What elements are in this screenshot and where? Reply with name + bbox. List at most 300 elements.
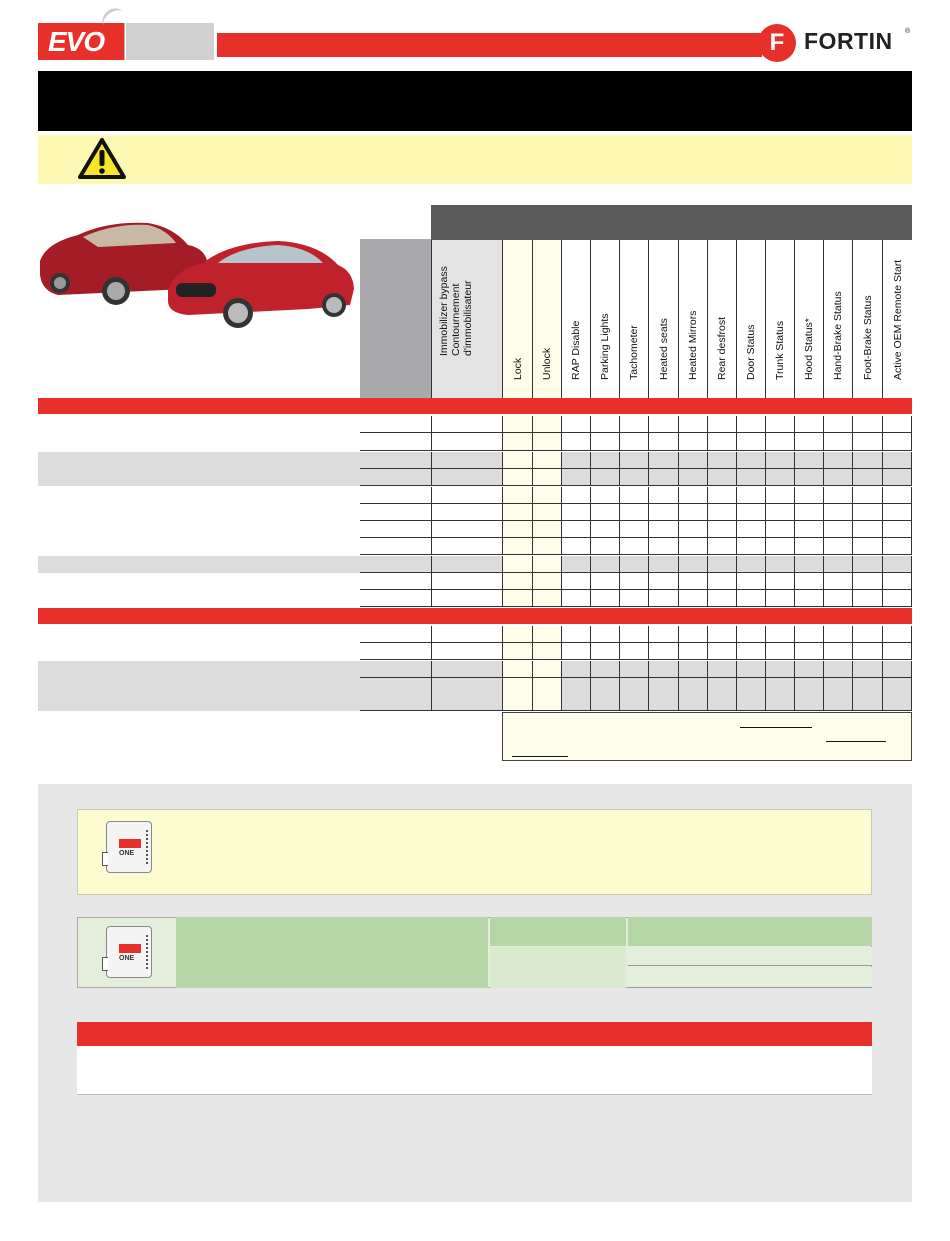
feature-cell	[678, 538, 707, 555]
feature-cell	[532, 573, 561, 590]
module-sublabel: ONE	[119, 850, 135, 857]
registered-mark: ®	[905, 28, 911, 35]
feature-cell	[765, 469, 794, 486]
vehicle-model-cell	[38, 469, 360, 486]
feature-cell	[736, 469, 765, 486]
feature-cell	[852, 643, 882, 660]
evo-one-module-icon-2	[106, 926, 152, 978]
feature-cell	[590, 556, 619, 573]
feature-cell	[561, 590, 590, 607]
vehicle-row	[38, 416, 912, 433]
feature-cell	[794, 538, 823, 555]
feature-cell	[502, 626, 532, 643]
vehicle-image-area	[38, 205, 431, 398]
header-grey-block	[125, 23, 214, 60]
feature-cell	[882, 694, 912, 711]
feature-cell	[882, 556, 912, 573]
feature-cell	[823, 694, 852, 711]
feature-cell	[707, 538, 736, 555]
feature-cell	[431, 487, 502, 504]
feature-cell	[648, 694, 678, 711]
column-header-label: Tachometer	[628, 325, 640, 380]
feature-cell	[852, 452, 882, 469]
note-underline-3	[512, 756, 568, 757]
year-cell	[360, 626, 431, 643]
feature-cell	[431, 661, 502, 678]
feature-cell	[678, 521, 707, 538]
column-header-3	[561, 240, 590, 398]
column-header-label: Rear desfrost	[716, 316, 728, 380]
feature-cell	[736, 521, 765, 538]
feature-cell	[823, 452, 852, 469]
feature-cell	[852, 626, 882, 643]
feature-cell	[561, 487, 590, 504]
feature-cell	[736, 452, 765, 469]
evo-logo-text: EVO	[48, 26, 105, 57]
feature-cell	[707, 452, 736, 469]
feature-cell	[678, 590, 707, 607]
feature-cell	[590, 469, 619, 486]
feature-cell	[619, 573, 648, 590]
feature-cell	[707, 556, 736, 573]
feature-cell	[707, 678, 736, 695]
feature-cell	[736, 590, 765, 607]
feature-cell	[502, 487, 532, 504]
title-band	[38, 71, 912, 131]
feature-cell	[852, 487, 882, 504]
column-header-label: Active OEM Remote Start	[891, 259, 904, 380]
feature-cell	[619, 433, 648, 451]
feature-cell	[765, 694, 794, 711]
feature-cell	[707, 573, 736, 590]
column-header-8	[707, 240, 736, 398]
vehicle-row	[38, 469, 912, 486]
column-header-11	[794, 240, 823, 398]
feature-cell	[648, 643, 678, 660]
feature-cell	[431, 573, 502, 590]
feature-cell	[882, 521, 912, 538]
vehicle-model-cell	[38, 643, 360, 660]
vehicle-model-cell	[38, 521, 360, 538]
vehicle-row	[38, 590, 912, 607]
feature-cell	[532, 678, 561, 695]
column-header-label: Trunk Status	[774, 320, 786, 380]
vehicle-model-cell	[38, 504, 360, 521]
feature-cell	[561, 573, 590, 590]
note-underline-1	[740, 727, 812, 728]
feature-cell	[590, 538, 619, 555]
feature-cell	[502, 521, 532, 538]
year-cell	[360, 538, 431, 555]
feature-cell	[678, 626, 707, 643]
feature-cell	[882, 452, 912, 469]
feature-cell	[823, 573, 852, 590]
feature-cell	[648, 678, 678, 695]
vehicle-row	[38, 433, 912, 451]
feature-cell	[794, 469, 823, 486]
feature-cell	[648, 452, 678, 469]
vehicle-model-cell	[38, 433, 360, 451]
column-header-10	[765, 240, 794, 398]
feature-cell	[561, 469, 590, 486]
feature-cell	[765, 521, 794, 538]
vehicle-row	[38, 573, 912, 590]
feature-cell	[707, 504, 736, 521]
feature-cell	[648, 661, 678, 678]
feature-cell	[502, 694, 532, 711]
feature-cell	[502, 556, 532, 573]
feature-cell	[648, 626, 678, 643]
year-cell	[360, 643, 431, 660]
vehicle-model-cell	[38, 487, 360, 504]
vehicle-model-cell	[38, 556, 360, 573]
feature-cell	[823, 433, 852, 451]
header-red-bar	[217, 33, 762, 57]
column-header-label: Door Status	[745, 324, 757, 380]
year-cell	[360, 416, 431, 433]
feature-cell	[678, 416, 707, 433]
feature-cell	[852, 556, 882, 573]
feature-cell	[532, 521, 561, 538]
feature-cell	[823, 469, 852, 486]
feature-cell	[648, 504, 678, 521]
feature-cell	[590, 487, 619, 504]
feature-cell	[736, 626, 765, 643]
feature-cell	[619, 469, 648, 486]
vehicle-row	[38, 678, 912, 695]
vehicle-model-cell	[38, 626, 360, 643]
feature-cell	[707, 661, 736, 678]
feature-cell	[648, 573, 678, 590]
feature-cell	[882, 661, 912, 678]
feature-cell	[794, 573, 823, 590]
feature-cell	[707, 469, 736, 486]
feature-cell	[619, 694, 648, 711]
feature-cell	[736, 487, 765, 504]
warning-band	[38, 135, 912, 184]
feature-cell	[619, 538, 648, 555]
feature-cell	[765, 556, 794, 573]
feature-cell	[502, 661, 532, 678]
column-header-label: Unlock	[541, 347, 553, 380]
module-sublabel-2: ONE	[119, 955, 135, 962]
feature-cell	[765, 590, 794, 607]
feature-cell	[619, 452, 648, 469]
vehicle-row	[38, 452, 912, 469]
feature-cell	[590, 416, 619, 433]
feature-cell	[619, 416, 648, 433]
module-info-box	[77, 809, 872, 895]
feature-cell	[431, 416, 502, 433]
feature-cell	[502, 538, 532, 555]
column-header-label: Lock	[511, 357, 524, 380]
feature-cell	[852, 433, 882, 451]
feature-cell	[678, 678, 707, 695]
feature-cell	[561, 678, 590, 695]
feature-cell	[852, 678, 882, 695]
feature-cell	[532, 694, 561, 711]
feature-cell	[794, 661, 823, 678]
feature-cell	[852, 538, 882, 555]
section-red-bar	[77, 1022, 872, 1046]
feature-cell	[678, 452, 707, 469]
feature-cell	[532, 556, 561, 573]
column-header-14	[882, 240, 912, 398]
year-cell	[360, 590, 431, 607]
feature-cell	[431, 433, 502, 451]
feature-cell	[431, 521, 502, 538]
feature-cell	[794, 626, 823, 643]
feature-cell	[678, 573, 707, 590]
config-cell-main	[176, 917, 488, 988]
feature-cell	[707, 590, 736, 607]
feature-cell	[502, 433, 532, 451]
year-cell	[360, 694, 431, 711]
make-header-row	[38, 608, 912, 624]
feature-cell	[431, 643, 502, 660]
feature-cell	[736, 556, 765, 573]
column-header-label: Heated Mirrors	[687, 310, 699, 380]
feature-cell	[502, 452, 532, 469]
feature-cell	[823, 416, 852, 433]
feature-cell	[648, 538, 678, 555]
config-cell-1	[490, 947, 626, 988]
config-cell-3	[628, 967, 872, 988]
section-content-box	[77, 1046, 872, 1095]
feature-cell	[765, 416, 794, 433]
warning-triangle-icon	[77, 137, 127, 181]
feature-cell	[561, 643, 590, 660]
feature-cell	[707, 487, 736, 504]
feature-cell	[502, 590, 532, 607]
feature-cell	[765, 452, 794, 469]
feature-cell	[852, 416, 882, 433]
feature-cell	[882, 678, 912, 695]
feature-cell	[736, 573, 765, 590]
feature-cell	[765, 487, 794, 504]
note-underline-2	[826, 741, 886, 742]
column-header-5	[619, 240, 648, 398]
feature-cell	[794, 678, 823, 695]
feature-cell	[678, 504, 707, 521]
column-header-2	[532, 240, 561, 398]
fortin-logo-text: FORTIN	[804, 28, 893, 54]
feature-cell	[823, 504, 852, 521]
feature-cell	[765, 678, 794, 695]
column-header-label: Immobilizer bypass Contournement d'immobilisateur	[438, 266, 475, 356]
feature-cell	[794, 643, 823, 660]
feature-cell	[532, 433, 561, 451]
feature-cell	[532, 487, 561, 504]
feature-cell	[648, 590, 678, 607]
feature-cell	[561, 416, 590, 433]
feature-cell	[619, 678, 648, 695]
feature-cell	[678, 643, 707, 660]
feature-cell	[736, 678, 765, 695]
feature-cell	[678, 433, 707, 451]
year-cell	[360, 487, 431, 504]
feature-cell	[678, 556, 707, 573]
feature-cell	[431, 590, 502, 607]
feature-cell	[431, 538, 502, 555]
column-header-label: Parking Lights	[599, 313, 611, 380]
feature-cell	[431, 626, 502, 643]
feature-cell	[561, 694, 590, 711]
feature-cell	[765, 661, 794, 678]
feature-cell	[765, 433, 794, 451]
feature-cell	[882, 487, 912, 504]
feature-cell	[794, 694, 823, 711]
vehicle-row	[38, 661, 912, 678]
feature-cell	[678, 469, 707, 486]
feature-cell	[619, 590, 648, 607]
feature-cell	[736, 661, 765, 678]
vehicle-image	[38, 213, 358, 333]
feature-cell	[794, 433, 823, 451]
feature-cell	[648, 416, 678, 433]
feature-cell	[590, 626, 619, 643]
year-cell	[360, 573, 431, 590]
vehicle-model-cell	[38, 694, 360, 711]
feature-cell	[532, 538, 561, 555]
feature-cell	[765, 626, 794, 643]
feature-cell	[823, 556, 852, 573]
feature-cell	[852, 521, 882, 538]
config-cell-2	[628, 947, 872, 966]
feature-cell	[736, 643, 765, 660]
feature-cell	[707, 433, 736, 451]
feature-cell	[823, 678, 852, 695]
feature-cell	[852, 504, 882, 521]
feature-cell	[532, 643, 561, 660]
feature-cell	[794, 452, 823, 469]
feature-cell	[431, 452, 502, 469]
feature-cell	[532, 504, 561, 521]
vehicle-row	[38, 694, 912, 711]
year-cell	[360, 504, 431, 521]
feature-cell	[502, 573, 532, 590]
feature-cell	[707, 694, 736, 711]
feature-cell	[619, 487, 648, 504]
feature-cell	[532, 416, 561, 433]
feature-cell	[590, 521, 619, 538]
feature-cell	[502, 678, 532, 695]
year-cell	[360, 661, 431, 678]
feature-cell	[707, 521, 736, 538]
feature-cell	[678, 694, 707, 711]
year-cell	[360, 678, 431, 695]
feature-cell	[561, 452, 590, 469]
feature-group-header	[431, 205, 912, 240]
vehicle-row	[38, 626, 912, 643]
column-header-13	[852, 240, 882, 398]
feature-cell	[590, 678, 619, 695]
vehicle-model-cell	[38, 538, 360, 555]
feature-cell	[590, 643, 619, 660]
evo-logo	[38, 23, 125, 60]
feature-cell	[648, 556, 678, 573]
feature-cell	[852, 694, 882, 711]
feature-cell	[794, 504, 823, 521]
feature-cell	[707, 416, 736, 433]
evo-one-module-icon	[106, 821, 152, 873]
feature-cell	[882, 433, 912, 451]
feature-cell	[882, 626, 912, 643]
config-header-1	[490, 917, 626, 946]
feature-cell	[619, 643, 648, 660]
feature-cell	[502, 469, 532, 486]
feature-cell	[590, 573, 619, 590]
feature-cell	[561, 626, 590, 643]
notes-box	[502, 712, 912, 761]
feature-cell	[590, 694, 619, 711]
feature-cell	[532, 469, 561, 486]
feature-cell	[882, 538, 912, 555]
vehicle-row	[38, 521, 912, 538]
column-header-label: Heated seats	[657, 318, 670, 380]
vehicle-row	[38, 643, 912, 660]
feature-cell	[431, 694, 502, 711]
feature-cell	[532, 452, 561, 469]
vehicle-row	[38, 487, 912, 504]
feature-cell	[561, 433, 590, 451]
feature-cell	[561, 661, 590, 678]
feature-cell	[648, 521, 678, 538]
feature-cell	[707, 643, 736, 660]
feature-cell	[678, 487, 707, 504]
feature-cell	[765, 643, 794, 660]
feature-cell	[823, 626, 852, 643]
feature-cell	[852, 469, 882, 486]
feature-cell	[431, 504, 502, 521]
feature-cell	[561, 538, 590, 555]
column-header-label: Foot-Brake Status	[861, 295, 874, 380]
feature-cell	[678, 661, 707, 678]
feature-cell	[852, 590, 882, 607]
feature-cell	[852, 573, 882, 590]
vehicle-model-cell	[38, 590, 360, 607]
feature-cell	[794, 590, 823, 607]
feature-cell	[532, 590, 561, 607]
feature-cell	[765, 538, 794, 555]
feature-cell	[882, 504, 912, 521]
feature-cell	[823, 590, 852, 607]
feature-cell	[431, 678, 502, 695]
vehicle-model-cell	[38, 452, 360, 469]
feature-cell	[561, 504, 590, 521]
feature-cell	[736, 694, 765, 711]
feature-cell	[431, 556, 502, 573]
vehicle-model-cell	[38, 678, 360, 695]
year-cell	[360, 469, 431, 486]
column-header-6	[648, 240, 678, 398]
feature-cell	[590, 433, 619, 451]
feature-cell	[532, 661, 561, 678]
vehicle-image-gray-bg	[360, 239, 431, 398]
feature-cell	[502, 504, 532, 521]
feature-cell	[619, 661, 648, 678]
feature-cell	[794, 521, 823, 538]
feature-cell	[619, 626, 648, 643]
make-header-row	[38, 398, 912, 414]
vehicle-model-cell	[38, 661, 360, 678]
feature-cell	[532, 626, 561, 643]
column-header-label: Hand-Brake Status	[832, 291, 844, 380]
feature-cell	[882, 469, 912, 486]
feature-cell	[648, 433, 678, 451]
feature-cell	[882, 573, 912, 590]
year-cell	[360, 521, 431, 538]
